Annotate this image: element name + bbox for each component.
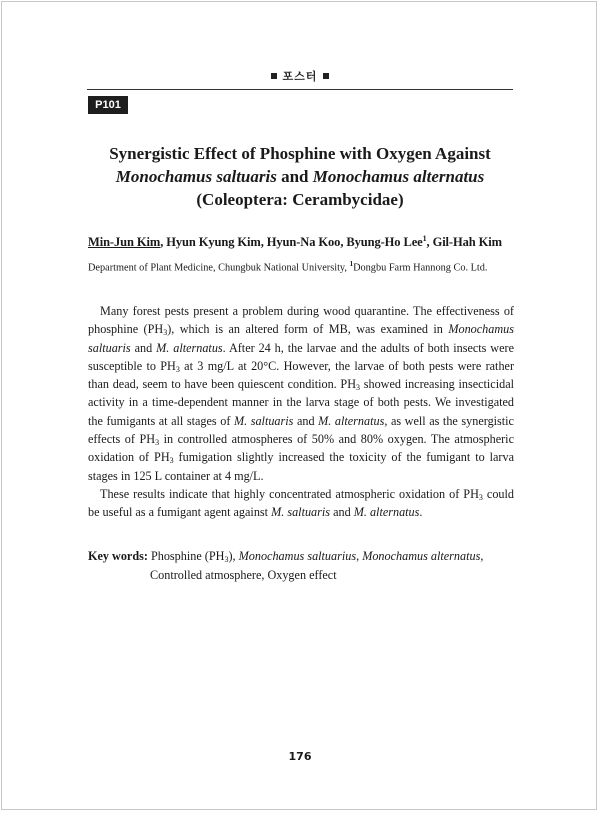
text-run: . After 24 h, the larvae and the adults of both insects were susceptible to PH <box>88 340 514 373</box>
title-line-1: Synergistic Effect of Phosphine with Oxygen Against <box>109 144 491 163</box>
abstract-paragraph-2 <box>88 485 514 522</box>
text-run: These results indicate that highly concentrated atmospheric oxidation of PH <box>100 486 479 501</box>
text-run: Many forest pests present a problem during wood quarantine. The effectiveness of phosphine (PH <box>88 304 514 337</box>
square-bullet-icon <box>271 73 277 79</box>
text-run: , <box>480 549 484 563</box>
italic-term: M. alternatus <box>156 340 223 355</box>
co-authors-2: , Gil-Hah Kim <box>426 235 502 250</box>
title-and: and <box>281 167 309 186</box>
subscript: 3 <box>169 456 174 466</box>
text-run: fumigation slightly increased the toxicity of the fumigant to larva stages in 125 L container at 4 mg/L. <box>88 450 514 483</box>
text-run: and <box>293 413 319 428</box>
subscript: 3 <box>175 364 180 374</box>
text-run: at 3 mg/L at 20°C. However, the larvae of both pests were rather than dead, seem to have been quiescent condition. PH <box>88 358 515 392</box>
co-authors-1: , Hyun Kyung Kim, Hyun-Na Koo, Byung-Ho Lee <box>160 235 423 250</box>
subscript: 3 <box>356 383 361 393</box>
paper-title <box>60 142 540 211</box>
italic-term: M. saltuaris <box>271 505 331 520</box>
section-title: 포스터 <box>282 70 318 83</box>
text-run: could be useful as a fumigant agent against <box>88 486 515 520</box>
italic-term: M. alternatus <box>318 413 385 428</box>
italic-term: Monochamus alternatus <box>362 549 481 563</box>
header-divider <box>87 89 513 90</box>
author-list <box>88 234 518 250</box>
abstract <box>88 302 514 522</box>
text-run: showed increasing insecticidal activity in a time-dependent manner in the larva stage of both pests. We investigated the fumigants at all stages of <box>88 377 514 428</box>
affiliation-secondary: Dongbu Farm Hannong Co. Ltd. <box>353 262 488 274</box>
affiliation-primary: Department of Plant Medicine, Chungbuk National University, <box>88 262 347 274</box>
italic-term: M. saltuaris <box>233 413 294 428</box>
keywords-label: Key words: <box>88 549 148 563</box>
text-run: and <box>330 505 354 520</box>
keywords <box>88 547 514 585</box>
keywords-line-2: Controlled atmosphere, Oxygen effect <box>150 568 337 582</box>
affiliation <box>88 260 518 273</box>
text-run: ), <box>228 549 239 563</box>
poster-code-badge: P101 <box>88 96 128 114</box>
subscript: 3 <box>478 492 483 502</box>
subscript: 3 <box>224 555 229 564</box>
author-affiliation-mark: 1 <box>422 234 427 243</box>
text-run: , <box>356 549 363 563</box>
page-number: 176 <box>288 750 312 763</box>
subscript: 3 <box>155 438 160 448</box>
affiliation-mark: 1 <box>349 260 354 268</box>
square-bullet-icon <box>323 73 329 79</box>
italic-term: Monochamus saltuarius <box>238 549 357 563</box>
title-line-3: (Coleoptera: Cerambycidae) <box>196 190 404 209</box>
italic-term: M. alternatus <box>353 505 420 520</box>
title-line-2 <box>60 165 540 188</box>
text-run: ), which is an altered form of MB, was examined in <box>167 322 449 337</box>
text-run: in controlled atmospheres of 50% and 80% oxygen. The atmospheric oxidation of PH <box>88 432 514 465</box>
text-run: and <box>130 340 157 355</box>
title-species-1: Monochamus saltuaris <box>115 167 277 186</box>
text-run: . <box>419 505 423 520</box>
section-header <box>0 68 600 84</box>
italic-term: Monochamus saltuaris <box>88 322 514 355</box>
keywords-line-1 <box>148 549 483 563</box>
text-run: , as well as the synergistic effects of PH <box>88 413 514 447</box>
title-species-2: Monochamus alternatus <box>312 167 485 186</box>
subscript: 3 <box>163 328 168 338</box>
presenting-author: Min-Jun Kim <box>88 235 161 250</box>
text-run: Phosphine (PH <box>147 549 225 563</box>
abstract-paragraph-1 <box>88 302 514 485</box>
